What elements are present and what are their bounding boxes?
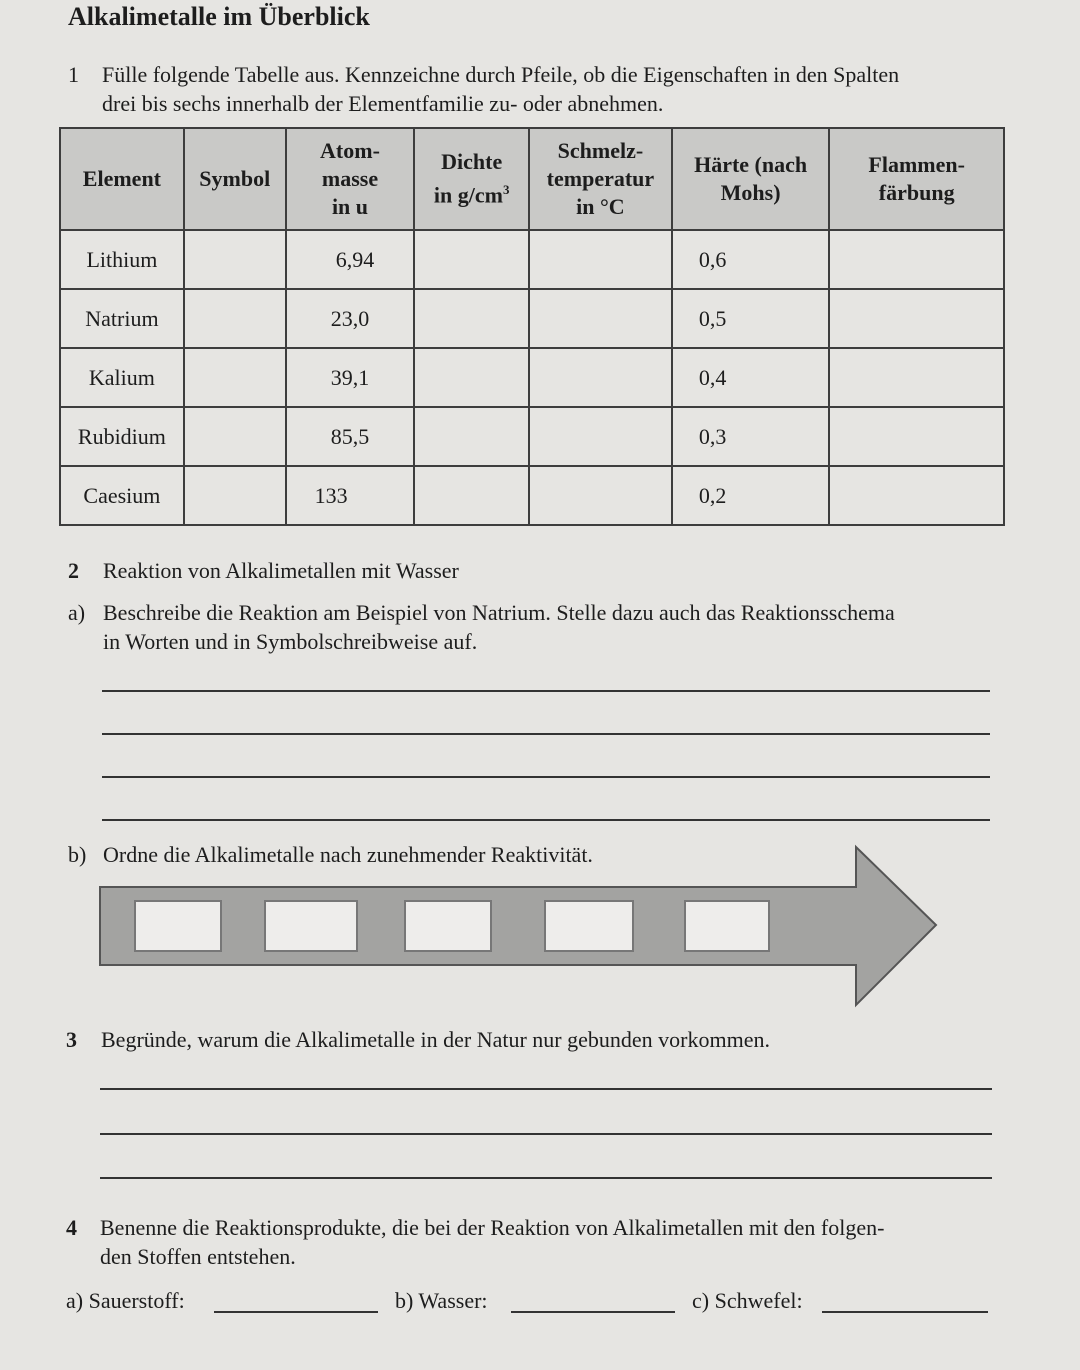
cell-symbol[interactable] [184, 407, 286, 466]
header-element: Element [60, 128, 184, 230]
header-density-unit: in g/cm [433, 182, 503, 208]
q4c-label: c) Schwefel: [692, 1288, 803, 1313]
q4-text-line2: den Stoffen entstehen. [100, 1244, 296, 1269]
header-mass-l2: masse [321, 166, 379, 191]
cell-hardness: 0,2 [672, 466, 830, 525]
order-box-2[interactable] [264, 900, 358, 952]
q2-heading: Reaktion von Alkalimetallen mit Wasser [103, 558, 459, 583]
header-hardness-l1: Härte (nach [694, 152, 808, 177]
cell-density[interactable] [414, 289, 529, 348]
q2a-label: a) [68, 600, 86, 625]
header-melting [529, 128, 672, 230]
order-box-5[interactable] [684, 900, 770, 952]
cell-hardness: 0,3 [672, 407, 830, 466]
answer-line[interactable] [102, 819, 990, 821]
cell-mass: 39,1 [286, 348, 415, 407]
q4b-answer-line[interactable] [511, 1311, 675, 1313]
cell-density[interactable] [414, 348, 529, 407]
order-box-3[interactable] [404, 900, 492, 952]
answer-line[interactable] [102, 776, 990, 778]
q4-number: 4 [66, 1215, 77, 1240]
cell-hardness: 0,4 [672, 348, 830, 407]
cell-element: Kalium [60, 348, 184, 407]
cell-flame[interactable] [829, 348, 1004, 407]
header-flame-l1: Flammen- [868, 152, 965, 177]
table-row [60, 348, 1004, 407]
cell-mass: 23,0 [286, 289, 415, 348]
header-hardness-l2: Mohs) [720, 180, 781, 205]
q2a-text-line1: Beschreibe die Reaktion am Beispiel von Natrium. Stelle dazu auch das Reaktionsschema [103, 600, 895, 625]
header-density-l1: Dichte [441, 149, 503, 175]
header-density-exp: 3 [502, 182, 510, 198]
cell-mass: 85,5 [286, 407, 415, 466]
q3-text: Begründe, warum die Alkalimetalle in der Natur nur gebunden vorkommen. [101, 1027, 770, 1052]
header-melting-l3: in °C [576, 194, 625, 219]
answer-line[interactable] [102, 690, 990, 692]
answer-line[interactable] [100, 1133, 992, 1135]
cell-melting[interactable] [529, 348, 672, 407]
q2b-text: Ordne die Alkalimetalle nach zunehmender Reaktivität. [103, 842, 593, 867]
header-mass-l3: in u [331, 194, 369, 219]
q1-text-line1: Fülle folgende Tabelle aus. Kennzeichne durch Pfeile, ob die Eigenschaften in den Spalten [102, 62, 900, 87]
header-mass [286, 128, 415, 230]
cell-element: Rubidium [60, 407, 184, 466]
cell-flame[interactable] [829, 230, 1004, 289]
cell-element: Lithium [60, 230, 184, 289]
cell-density[interactable] [414, 466, 529, 525]
cell-element: Natrium [60, 289, 184, 348]
q4-text-line1: Benenne die Reaktionsprodukte, die bei der Reaktion von Alkalimetallen mit den folgen- [100, 1215, 885, 1240]
cell-melting[interactable] [529, 230, 672, 289]
header-melting-l2: temperatur [546, 166, 655, 191]
q4c-answer-line[interactable] [822, 1311, 988, 1313]
cell-melting[interactable] [529, 289, 672, 348]
table-header-row [60, 128, 1004, 230]
cell-flame[interactable] [829, 289, 1004, 348]
order-box-4[interactable] [544, 900, 634, 952]
cell-symbol[interactable] [184, 230, 286, 289]
table-row [60, 407, 1004, 466]
q4a-answer-line[interactable] [214, 1311, 378, 1313]
cell-symbol[interactable] [184, 348, 286, 407]
cell-hardness: 0,5 [672, 289, 830, 348]
header-flame-l2: färbung [878, 180, 955, 205]
cell-density[interactable] [414, 230, 529, 289]
answer-line[interactable] [100, 1088, 992, 1090]
header-symbol: Symbol [184, 128, 286, 230]
page-title: Alkalimetalle im Überblick [68, 2, 370, 31]
answer-line[interactable] [100, 1177, 992, 1179]
header-hardness [672, 128, 830, 230]
header-melting-l1: Schmelz- [557, 138, 644, 163]
table-row [60, 466, 1004, 525]
q2b-label: b) [68, 842, 87, 867]
header-density [414, 128, 529, 230]
cell-flame[interactable] [829, 466, 1004, 525]
order-box-1[interactable] [134, 900, 222, 952]
header-mass-l1: Atom- [320, 138, 380, 163]
header-density-l2 [415, 176, 528, 209]
q1-number: 1 [68, 62, 79, 87]
cell-mass: 6,94 [286, 230, 415, 289]
q2a-text-line2: in Worten und in Symbolschreibweise auf. [103, 629, 478, 654]
cell-symbol[interactable] [184, 289, 286, 348]
alkali-table [59, 127, 1005, 526]
cell-mass: 133 [286, 466, 415, 525]
table-row [60, 289, 1004, 348]
answer-line[interactable] [102, 733, 990, 735]
q1-text-line2: drei bis sechs innerhalb der Elementfamilie zu- oder abnehmen. [102, 91, 664, 116]
q4a-label: a) Sauerstoff: [66, 1288, 185, 1313]
q3-number: 3 [66, 1027, 77, 1052]
cell-flame[interactable] [829, 407, 1004, 466]
cell-element: Caesium [60, 466, 184, 525]
q4b-label: b) Wasser: [395, 1288, 488, 1313]
table-row [60, 230, 1004, 289]
cell-hardness: 0,6 [672, 230, 830, 289]
cell-density[interactable] [414, 407, 529, 466]
q2-number: 2 [68, 558, 79, 583]
reactivity-arrow [96, 843, 942, 1009]
header-flame [829, 128, 1004, 230]
cell-symbol[interactable] [184, 466, 286, 525]
cell-melting[interactable] [529, 407, 672, 466]
cell-melting[interactable] [529, 466, 672, 525]
